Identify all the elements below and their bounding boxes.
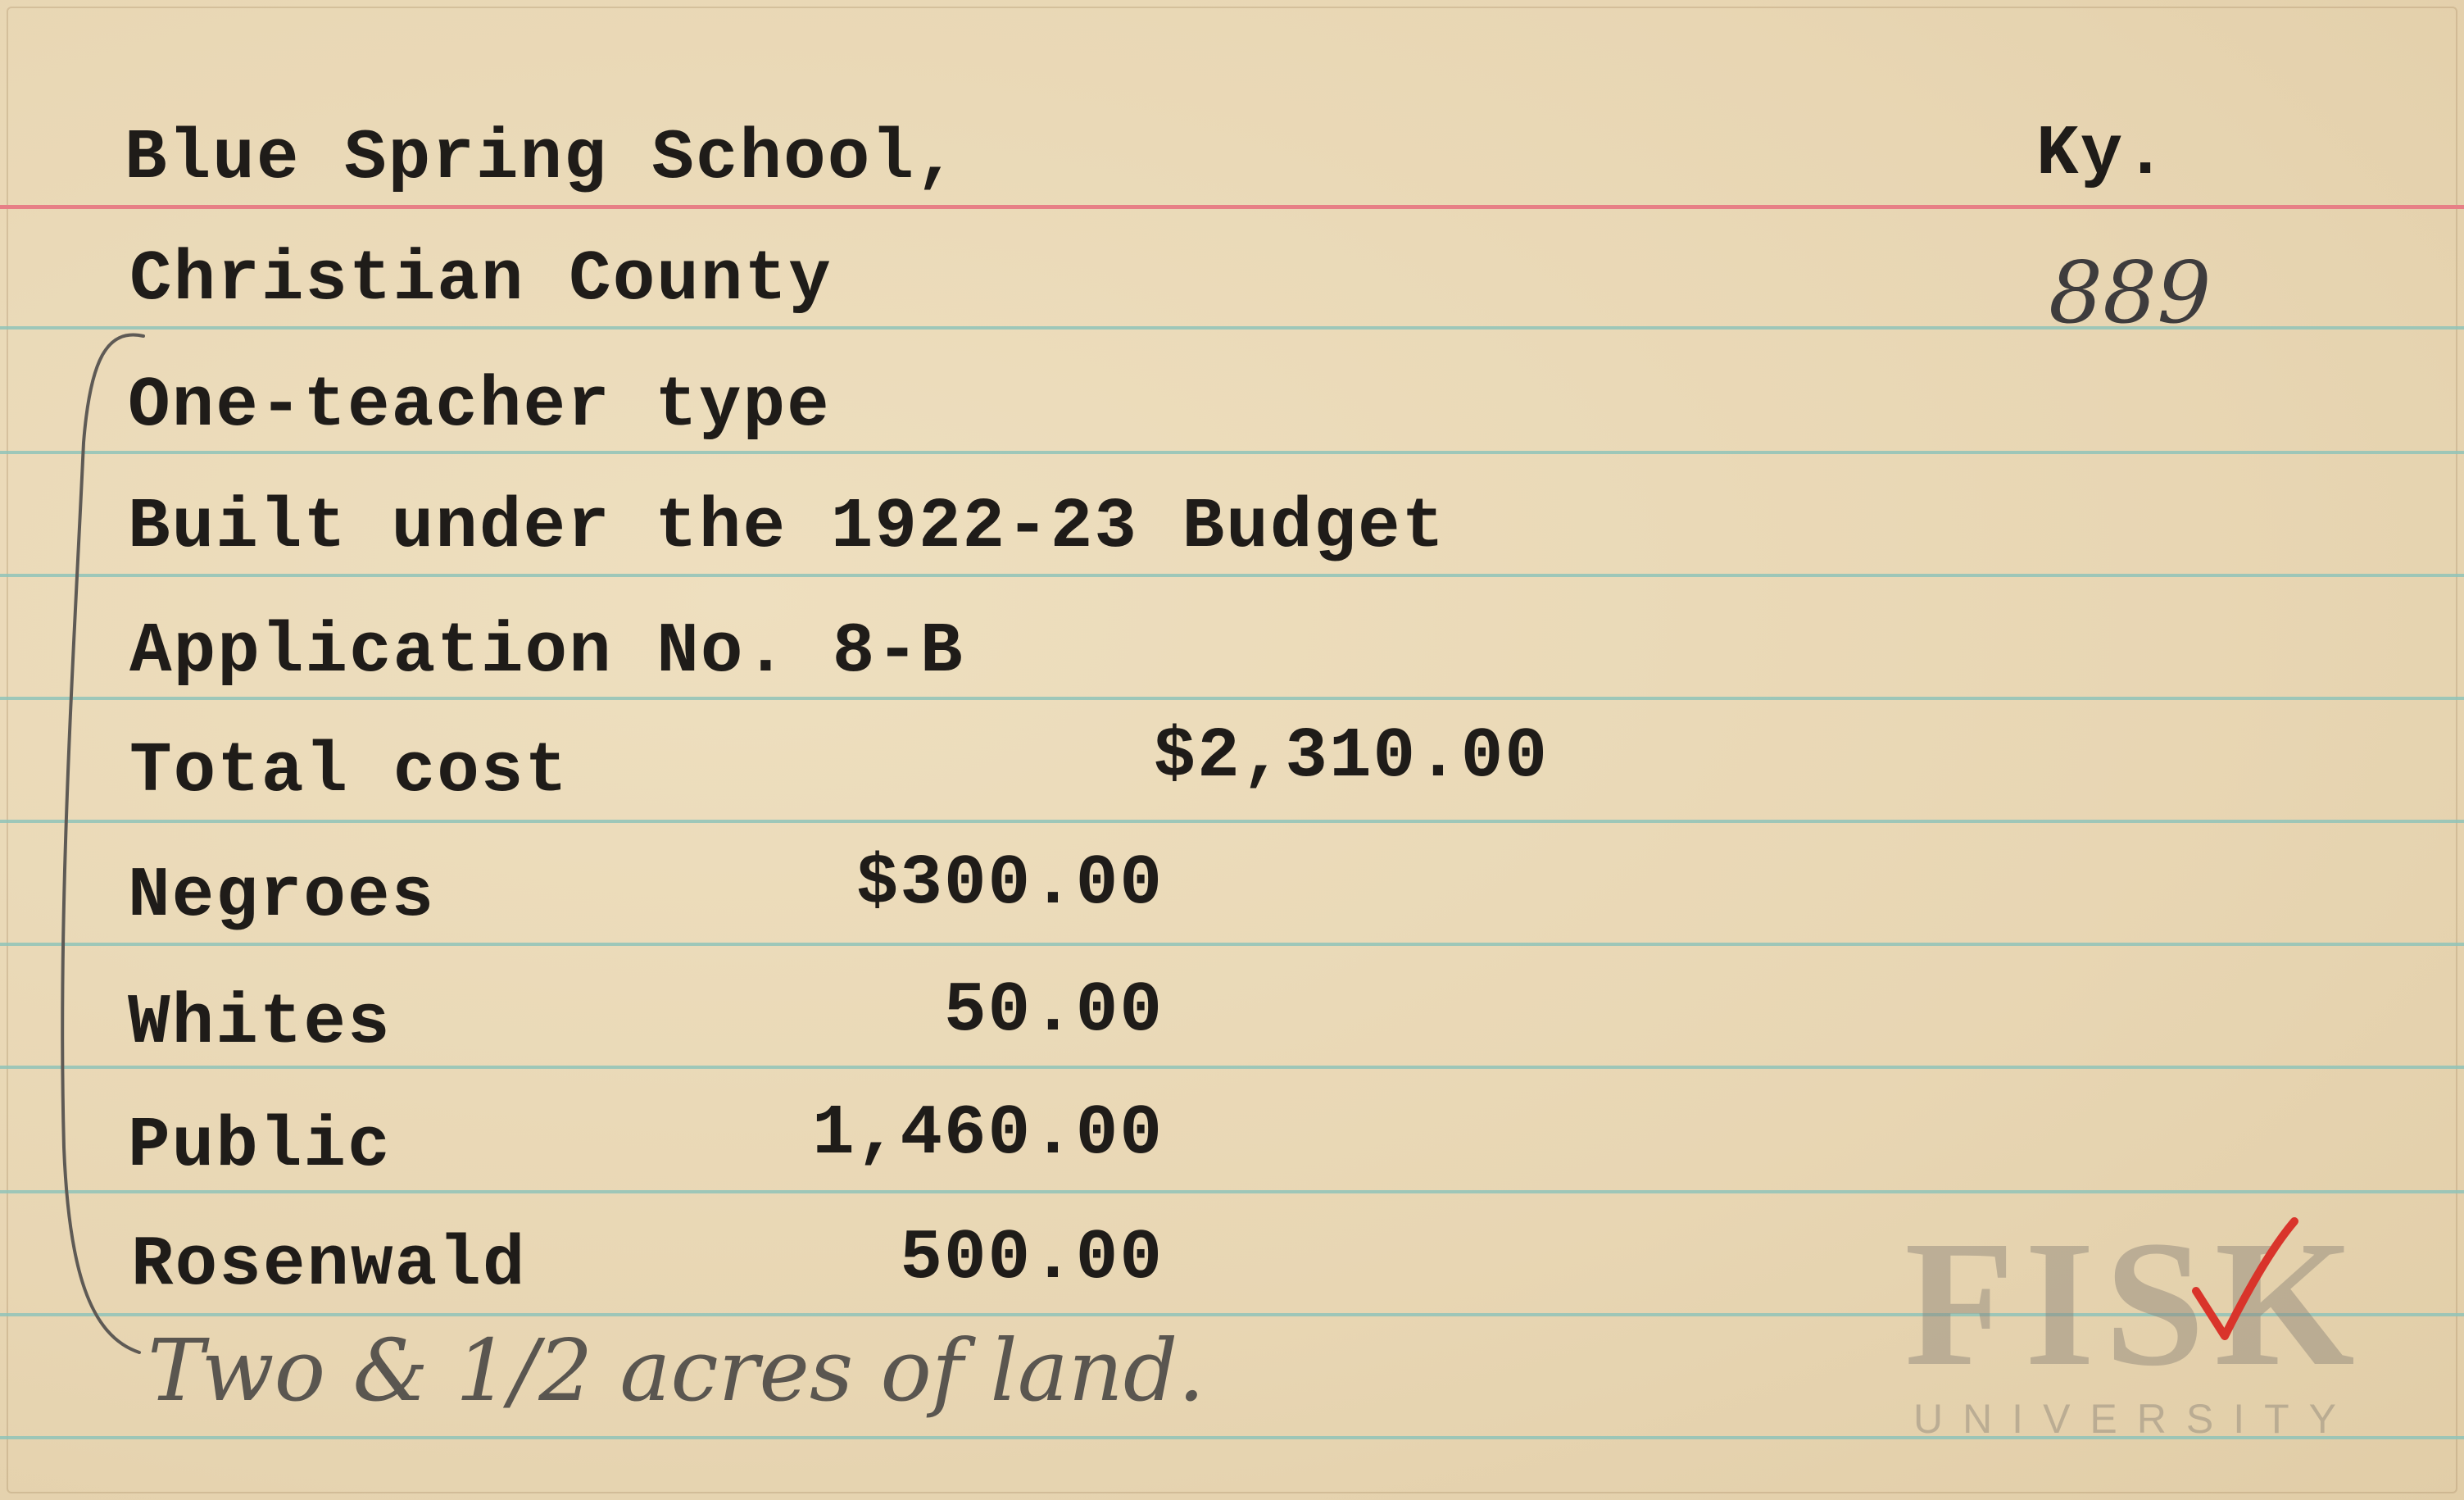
watermark-subtitle: UNIVERSITY bbox=[1913, 1396, 2357, 1442]
ruled-line bbox=[0, 1190, 2464, 1193]
school-name: Blue Spring School, bbox=[125, 118, 960, 198]
handwritten-note: Two & 1/2 acres of land. bbox=[147, 1320, 1205, 1420]
handwritten-bracket bbox=[33, 328, 147, 1361]
header-red-rule bbox=[0, 205, 2464, 209]
state-abbrev: Ky. bbox=[2036, 114, 2168, 194]
type-line: One-teacher type bbox=[128, 366, 831, 446]
fisk-university-watermark bbox=[1860, 1203, 2409, 1443]
contribution-label: Public bbox=[128, 1106, 392, 1186]
contribution-amount: 50.00 bbox=[943, 970, 1164, 1051]
ruled-line bbox=[0, 943, 2464, 946]
county-line: Christian County bbox=[129, 239, 833, 320]
contribution-label: Rosenwald bbox=[131, 1225, 527, 1305]
contribution-label: Whites bbox=[128, 983, 392, 1063]
application-line: Application No. 8-B bbox=[129, 611, 964, 692]
contribution-label: Negroes bbox=[128, 856, 436, 936]
ruled-line bbox=[0, 697, 2464, 700]
contribution-amount: 500.00 bbox=[900, 1218, 1164, 1298]
card-number: 889 bbox=[2049, 243, 2212, 343]
total-cost-label: Total cost bbox=[129, 731, 569, 811]
contribution-amount: 1,460.00 bbox=[812, 1093, 1164, 1174]
ruled-line bbox=[0, 574, 2464, 577]
ruled-line bbox=[0, 451, 2464, 454]
watermark-word: FISK bbox=[1904, 1203, 2365, 1403]
red-check-icon bbox=[2188, 1213, 2303, 1352]
budget-line: Built under the 1922-23 Budget bbox=[128, 487, 1446, 567]
total-cost-amount: $2,310.00 bbox=[1153, 716, 1549, 797]
contribution-amount: $300.00 bbox=[855, 843, 1164, 924]
ruled-line bbox=[0, 820, 2464, 823]
ruled-line bbox=[0, 1066, 2464, 1069]
